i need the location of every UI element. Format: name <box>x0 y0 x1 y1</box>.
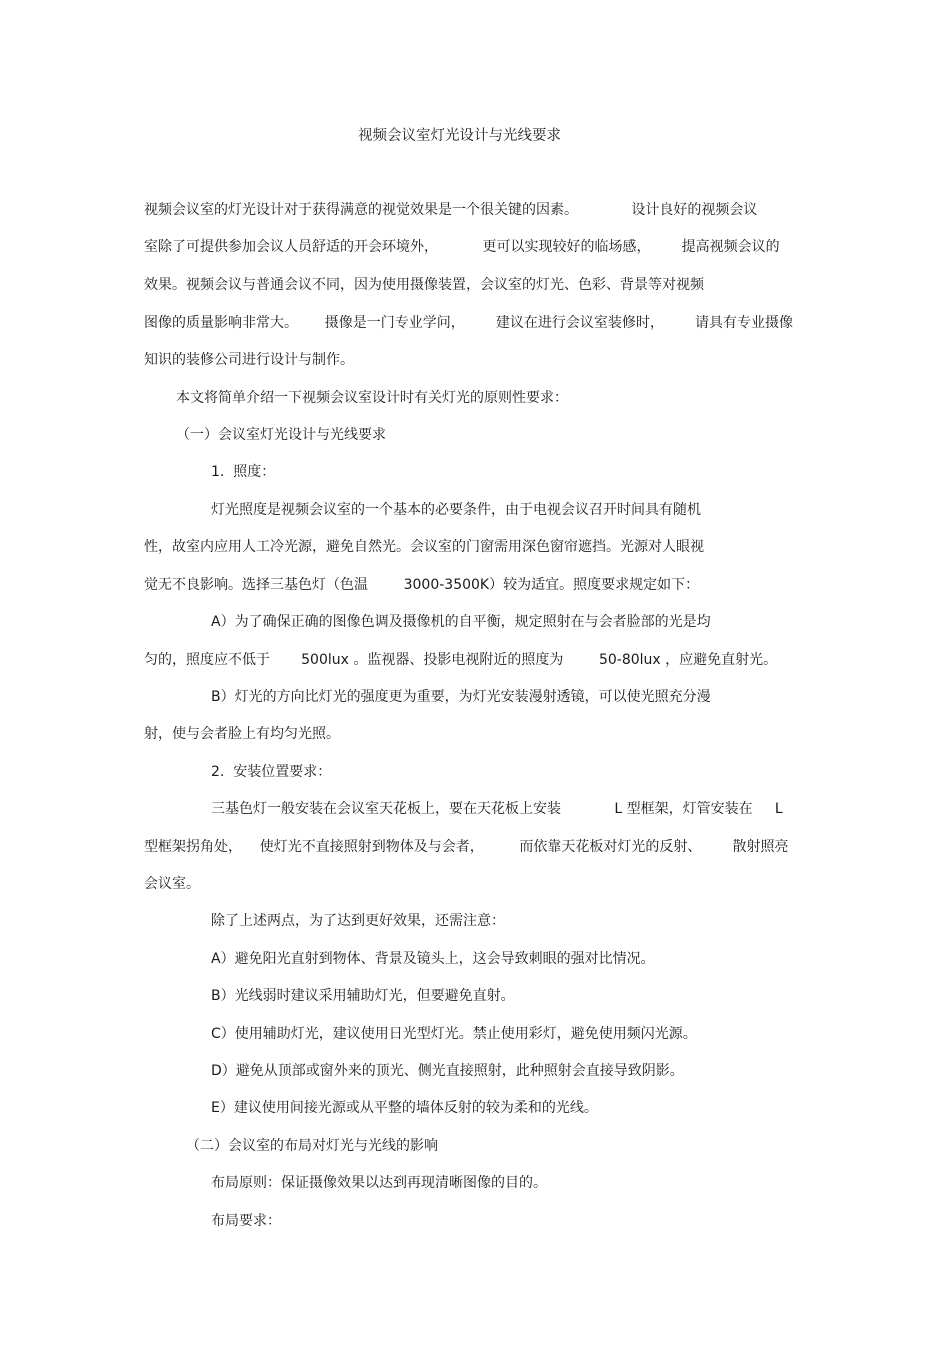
intro-line-5: 知识的装修公司进行设计与制作。 <box>144 352 354 368</box>
intro-line-1: 视频会议室的灯光设计对于获得满意的视觉效果是一个很关键的因素。 设计良好的视频会议 <box>144 202 758 218</box>
item-2-body-line-1: 三基色灯一般安装在会议室天花板上，要在天花板上安装 L 型框架，灯管安装在 L <box>211 801 783 817</box>
extra-notes-heading: 除了上述两点，为了达到更好效果，还需注意： <box>211 913 505 929</box>
item-2-heading: 2. 安装位置要求： <box>211 764 332 780</box>
note-e: E）建议使用间接光源或从平整的墙体反射的较为柔和的光线。 <box>211 1100 598 1116</box>
intro-line-4: 图像的质量影响非常大。 摄像是一门专业学问， 建议在进行会议室装修时， 请具有专业摄像 <box>144 315 794 331</box>
item-1-b-line-1: B）灯光的方向比灯光的强度更为重要，为灯光安装漫射透镜，可以使光照充分漫 <box>211 689 711 705</box>
layout-requirements-heading: 布局要求： <box>211 1213 281 1229</box>
item-1-body-line-2: 性，故室内应用人工冷光源，避免自然光。会议室的门窗需用深色窗帘遮挡。光源对人眼视 <box>144 539 704 555</box>
intro-line-3: 效果。视频会议与普通会议不同，因为使用摄像装置，会议室的灯光、色彩、背景等对视频 <box>144 277 704 293</box>
item-1-body-line-3: 觉无不良影响。选择三基色灯（色温 3000-3500K）较为适宜。照度要求规定如下： <box>144 577 700 593</box>
item-1-a-line-2: 匀的，照度应不低于 500lux 。监视器、投影电视附近的照度为 50-80lux ，应避免直射光。 <box>144 652 778 668</box>
item-2-body-line-2: 型框架拐角处， 使灯光不直接照射到物体及与会者， 而依靠天花板对灯光的反射、 散射照亮 <box>144 839 789 855</box>
item-1-body-line-1: 灯光照度是视频会议室的一个基本的必要条件，由于电视会议召开时间具有随机 <box>211 502 701 518</box>
layout-principle: 布局原则：保证摄像效果以达到再现清晰图像的目的。 <box>211 1175 547 1191</box>
section-1-heading: （一）会议室灯光设计与光线要求 <box>176 427 386 443</box>
summary-line: 本文将简单介绍一下视频会议室设计时有关灯光的原则性要求： <box>176 390 568 406</box>
note-c: C）使用辅助灯光，建议使用日光型灯光。禁止使用彩灯，避免使用频闪光源。 <box>211 1026 697 1042</box>
item-2-body-line-3: 会议室。 <box>144 876 200 892</box>
item-1-a-line-1: A）为了确保正确的图像色调及摄像机的自平衡，规定照射在与会者脸部的光是均 <box>211 614 711 630</box>
item-1-b-line-2: 射，使与会者脸上有均匀光照。 <box>144 726 340 742</box>
section-2-heading: （二）会议室的布局对灯光与光线的影响 <box>186 1138 438 1154</box>
intro-line-2: 室除了可提供参加会议人员舒适的开会环境外， 更可以实现较好的临场感， 提高视频会议的 <box>144 239 780 255</box>
item-1-heading: 1. 照度： <box>211 464 276 480</box>
note-d: D）避免从顶部或窗外来的顶光、侧光直接照射，此种照射会直接导致阴影。 <box>211 1063 684 1079</box>
document-title: 视频会议室灯光设计与光线要求 <box>358 128 561 144</box>
note-b: B）光线弱时建议采用辅助灯光，但要避免直射。 <box>211 988 515 1004</box>
note-a: A）避免阳光直射到物体、背景及镜头上，这会导致刺眼的强对比情况。 <box>211 951 655 967</box>
